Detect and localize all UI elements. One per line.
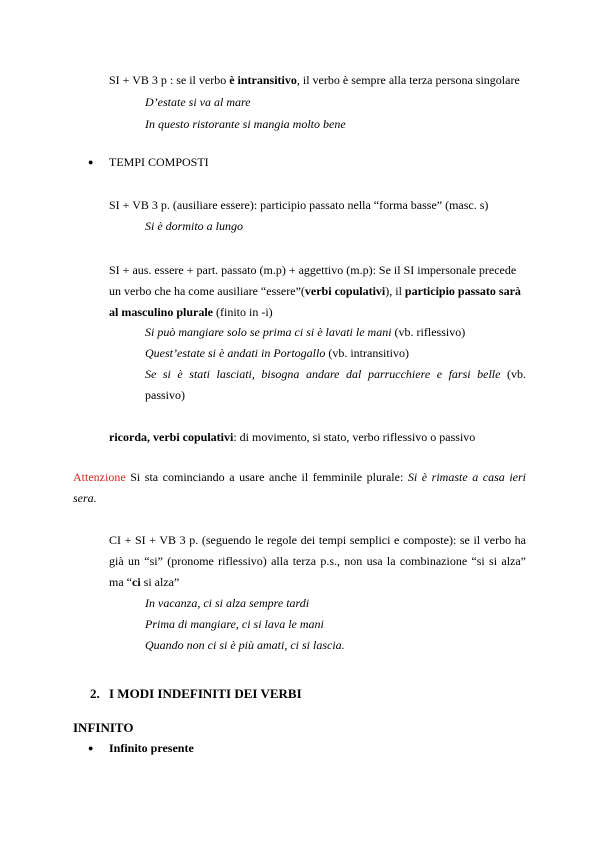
rule-line xyxy=(109,572,179,592)
attention-label: Attenzione xyxy=(73,470,126,484)
subsection-title: INFINITO xyxy=(73,720,134,735)
section-heading: TEMPI COMPOSTI xyxy=(109,155,209,169)
rule-bold: verbi copulativi xyxy=(304,284,386,298)
example-note: (vb. intransitivo) xyxy=(325,346,409,360)
example-note: (vb. xyxy=(500,367,526,381)
rule-text-end: , il verbo è sempre alla terza persona singolare xyxy=(296,73,520,87)
note-line xyxy=(109,427,475,447)
example-line: In questo ristorante si mangia molto bene xyxy=(145,117,346,131)
example-line xyxy=(145,322,465,342)
rule-bold: è intransitivo xyxy=(229,73,297,87)
example-line xyxy=(145,364,526,384)
rule-si-vb xyxy=(109,70,520,90)
attention-text: Si sta cominciando a usare anche il femminile plurale: xyxy=(125,470,408,484)
rule-text: ), il xyxy=(385,284,405,298)
rule-text: SI + VB 3 p : se il verbo xyxy=(109,73,230,87)
example-line: Quando non ci si è più amati, ci si lascia. xyxy=(145,638,345,652)
rule-bold: ci xyxy=(132,575,141,589)
note-text: : di movimento, si stato, verbo riflessivo o passivo xyxy=(233,430,476,444)
example-line: Prima di mangiare, ci si lava le mani xyxy=(145,617,324,631)
rule-text: si alza” xyxy=(140,575,180,589)
rule-bold: al masculino plurale xyxy=(109,305,214,319)
example-line: passivo) xyxy=(145,388,185,402)
attention-note xyxy=(73,467,526,487)
rule-line xyxy=(109,302,273,322)
example-italic: Si può mangiare solo se prima ci si è lavati le mani xyxy=(145,325,392,339)
rule-text: ma “ xyxy=(109,575,132,589)
example-note: (vb. riflessivo) xyxy=(391,325,466,339)
section-number: 2. xyxy=(90,686,100,701)
rule-line xyxy=(109,281,521,301)
example-italic: Se si è stati lasciati, bisogna andare dal parrucchiere e farsi belle xyxy=(145,367,501,381)
rule-text: CI + SI + VB 3 p. (seguendo le regole dei tempi semplici e composte): se il verbo ha xyxy=(109,533,526,547)
example-line: D’estate si va al mare xyxy=(145,95,251,109)
example-italic: Quest’estate si è andati in Portogallo xyxy=(145,346,326,360)
bullet-icon: ● xyxy=(88,157,94,167)
rule-line xyxy=(109,530,526,550)
rule-line: SI + VB 3 p. (ausiliare essere): participio passato nella “forma basse” (masc. s) xyxy=(109,198,489,212)
rule-line xyxy=(109,551,526,571)
list-item: Infinito presente xyxy=(109,741,194,755)
bullet-icon: ● xyxy=(88,743,94,753)
attention-example-end: sera. xyxy=(73,491,97,505)
rule-line: SI + aus. essere + part. passato (m.p) + aggettivo (m.p): Se il SI impersonale precede xyxy=(109,263,517,277)
example-line: Si è dormito a lungo xyxy=(145,219,243,233)
note-bold: ricorda, verbi copulativi xyxy=(109,430,234,444)
section-title: I MODI INDEFINITI DEI VERBI xyxy=(109,686,302,701)
example-line: In vacanza, ci si alza sempre tardi xyxy=(145,596,310,610)
example-line xyxy=(145,343,409,363)
rule-text: (finito in -i) xyxy=(213,305,273,319)
rule-text: un verbo che ha come ausiliare “essere”( xyxy=(109,284,305,298)
attention-example: Si è rimaste a casa ieri xyxy=(407,470,526,484)
rule-bold: participio passato sarà xyxy=(404,284,521,298)
rule-text: già un “si” (pronome riflessivo) alla terza p.s., non usa la combinazione “si si alza” xyxy=(109,554,526,568)
